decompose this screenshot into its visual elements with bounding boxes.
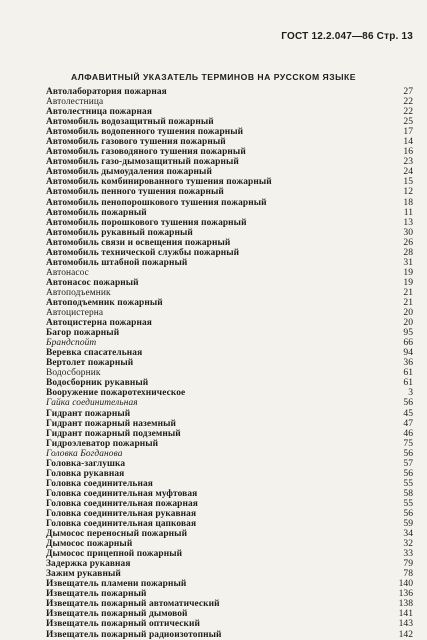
index-term: Автомобиль рукавный пожарный (46, 227, 193, 238)
index-term: Багор пожарный (46, 328, 120, 339)
index-page-number: 140 (398, 578, 413, 590)
index-entry (46, 419, 413, 429)
index-term: Головка соединительная муфтовая (46, 488, 198, 499)
index-page-number: 141 (398, 608, 413, 620)
index-entry (46, 338, 413, 348)
index-term: Автомобиль газового тушения пожарный (46, 137, 226, 148)
index-page-number: 142 (398, 628, 413, 640)
index-term: Автомобиль газоводяного тушения пожарный (46, 147, 246, 158)
index-entry (46, 127, 413, 137)
index-page-number: 56 (403, 397, 413, 409)
index-page-number: 30 (403, 226, 413, 238)
index-term: Автонасос пожарный (46, 277, 139, 288)
index-term: Автолаборатория пожарная (46, 87, 167, 97)
index-entry (46, 258, 413, 268)
index-term: Автомобиль пенного тушения пожарный (46, 187, 224, 198)
index-term: Дымосос пожарный (46, 539, 133, 550)
index-term: Вооружение пожаротехническое (46, 388, 186, 399)
index-entry (46, 97, 413, 107)
index-page-number: 57 (403, 457, 413, 469)
index-entry (46, 429, 413, 439)
index-term: Гидроэлеватор пожарный (46, 438, 159, 449)
index-page-number: 32 (403, 538, 413, 550)
index-page-number: 25 (403, 116, 413, 128)
index-page-number: 19 (403, 276, 413, 288)
index-page-number: 56 (403, 447, 413, 459)
index-term: Водосборник (46, 368, 101, 379)
index-term: Головка соединительная цапковая (46, 519, 197, 530)
index-term: Извещатель пожарный дымовой (46, 609, 188, 620)
index-page-number: 19 (403, 266, 413, 278)
index-term: Зажим рукавный (46, 569, 121, 580)
index-page-number: 11 (403, 206, 413, 218)
index-entry (46, 268, 413, 278)
index-term: Извещатель пламени пожарный (46, 579, 187, 590)
index-page-number: 16 (403, 146, 413, 158)
index-entry (46, 549, 413, 559)
index-entry (46, 539, 413, 549)
index-entry (46, 248, 413, 258)
index-term: Водосборник рукавный (46, 378, 149, 389)
index-page-number: 24 (403, 166, 413, 178)
index-entry (46, 388, 413, 398)
index-page-number: 15 (403, 176, 413, 188)
index-term: Автомобиль дымоудаления пожарный (46, 167, 212, 178)
index-term: Головка Богданова (46, 448, 123, 459)
index-term: Головка соединительная рукавная (46, 508, 197, 519)
index-page-number: 20 (403, 307, 413, 319)
index-term: Головка-заглушка (46, 458, 126, 469)
index-page-number: 27 (403, 86, 413, 97)
index-entry (46, 499, 413, 509)
index-term: Гидрант пожарный (46, 408, 131, 419)
index-term: Автолестница пожарная (46, 107, 152, 118)
index-entry (46, 569, 413, 579)
index-term: Вертолет пожарный (46, 358, 134, 369)
index-page-number: 28 (403, 246, 413, 258)
index-entry (46, 409, 413, 419)
index-page-number: 143 (398, 618, 413, 630)
index-page-number: 34 (403, 528, 413, 540)
index-page-number: 66 (403, 337, 413, 349)
index-title: АЛФАВИТНЫЙ УКАЗАТЕЛЬ ТЕРМИНОВ НА РУССКОМ ЯЗЫКЕ (70, 72, 357, 82)
index-term: Веревка спасательная (46, 348, 143, 359)
index-entry (46, 368, 413, 378)
index-page-number: 12 (403, 186, 413, 198)
index-entry (46, 358, 413, 368)
index-page-number: 95 (403, 327, 413, 339)
index-page-number: 17 (403, 126, 413, 138)
index-entry (46, 439, 413, 449)
term-index-list (46, 87, 413, 640)
index-page-number: 14 (403, 136, 413, 148)
index-entry (46, 469, 413, 479)
index-entry (46, 87, 413, 97)
index-entry (46, 218, 413, 228)
index-page-number: 18 (403, 196, 413, 208)
index-page-number: 94 (403, 347, 413, 359)
index-page-number: 45 (403, 407, 413, 419)
index-entry (46, 589, 413, 599)
index-page-number: 20 (403, 317, 413, 329)
index-term: Автоцистерна (46, 308, 104, 319)
index-term: Автонасос (46, 267, 89, 278)
index-entry (46, 509, 413, 519)
index-entry (46, 228, 413, 238)
index-entry (46, 459, 413, 469)
index-term: Автомобиль штабной пожарный (46, 257, 188, 268)
index-entry (46, 107, 413, 117)
index-term: Автомобиль пожарный (46, 207, 147, 218)
index-page-number: 46 (403, 427, 413, 439)
index-page-number: 136 (398, 588, 413, 600)
index-term: Автоподъемник (46, 287, 111, 298)
index-page-number: 55 (403, 497, 413, 509)
index-entry (46, 167, 413, 177)
index-term: Головка соединительная (46, 478, 153, 489)
index-page-number: 138 (398, 598, 413, 610)
index-page-number: 36 (403, 357, 413, 369)
index-entry (46, 137, 413, 147)
index-entry (46, 187, 413, 197)
index-entry (46, 398, 413, 408)
index-term: Дымосос переносный пожарный (46, 529, 188, 540)
index-entry (46, 519, 413, 529)
index-entry (46, 238, 413, 248)
index-page-number: 21 (403, 286, 413, 298)
index-entry (46, 177, 413, 187)
index-page-number: 55 (403, 477, 413, 489)
index-page-number: 22 (403, 96, 413, 108)
index-entry (46, 288, 413, 298)
index-page-number: 26 (403, 236, 413, 248)
index-term: Гидрант пожарный наземный (46, 418, 177, 429)
index-page-number: 59 (403, 518, 413, 530)
index-page-number: 78 (403, 568, 413, 580)
index-term: Задержка рукавная (46, 559, 131, 570)
index-term: Автомобиль комбинированного тушения пожарный (46, 177, 272, 188)
index-term: Дымосос прицепной пожарный (46, 549, 183, 560)
index-page-number: 13 (403, 216, 413, 228)
index-term: Головка соединительная пожарная (46, 498, 198, 509)
index-term: Гидрант пожарный подземный (46, 428, 181, 439)
index-entry (46, 479, 413, 489)
index-term: Извещатель пожарный автоматический (46, 599, 220, 610)
index-entry (46, 318, 413, 328)
index-entry (46, 599, 413, 609)
index-entry (46, 489, 413, 499)
index-term: Автомобиль водопенного тушения пожарный (46, 127, 244, 138)
index-term: Автомобиль газо-дымозащитный пожарный (46, 157, 239, 168)
index-term: Гайка соединительная (46, 398, 138, 409)
index-entry (46, 579, 413, 589)
index-entry (46, 348, 413, 358)
index-term: Брандспойт (46, 338, 97, 349)
index-entry (46, 559, 413, 569)
index-entry (46, 529, 413, 539)
index-entry (46, 117, 413, 127)
index-term: Автомобиль пенопорошкового тушения пожарный (46, 197, 267, 208)
index-page-number: 33 (403, 548, 413, 560)
index-page-number: 61 (403, 367, 413, 379)
index-term: Автомобиль технической службы пожарный (46, 247, 240, 258)
index-entry (46, 308, 413, 318)
index-page-number: 31 (403, 256, 413, 268)
index-term: Автоподъемник пожарный (46, 297, 163, 308)
index-entry (46, 609, 413, 619)
index-page-number: 23 (403, 156, 413, 168)
index-entry (46, 328, 413, 338)
index-term: Автомобиль порошкового тушения пожарный (46, 217, 247, 228)
index-term: Извещатель пожарный радиоизотопный (46, 629, 222, 640)
index-entry (46, 619, 413, 629)
index-entry (46, 198, 413, 208)
index-term: Извещатель пожарный оптический (46, 619, 201, 630)
index-term: Головка рукавная (46, 468, 125, 479)
index-term: Автоцистерна пожарная (46, 318, 152, 329)
index-entry (46, 278, 413, 288)
index-page-number: 3 (408, 387, 413, 399)
index-page-number: 61 (403, 377, 413, 389)
index-page-number: 21 (403, 296, 413, 308)
index-entry (46, 630, 413, 640)
page-header: ГОСТ 12.2.047—86 Стр. 13 (281, 31, 413, 42)
index-entry (46, 157, 413, 167)
index-term: Автомобиль водозащитный пожарный (46, 117, 214, 128)
index-term: Извещатель пожарный (46, 589, 147, 600)
index-entry (46, 298, 413, 308)
index-page-number: 22 (403, 106, 413, 118)
index-page-number: 56 (403, 467, 413, 479)
index-page-number: 47 (403, 417, 413, 429)
index-page-number: 56 (403, 507, 413, 519)
index-term: Автолестница (46, 97, 104, 108)
index-page-number: 75 (403, 437, 413, 449)
index-page-number: 79 (403, 558, 413, 570)
index-term: Автомобиль связи и освещения пожарный (46, 237, 231, 248)
index-entry (46, 378, 413, 388)
index-entry (46, 147, 413, 157)
index-page-number: 58 (403, 487, 413, 499)
index-entry (46, 208, 413, 218)
index-entry (46, 449, 413, 459)
